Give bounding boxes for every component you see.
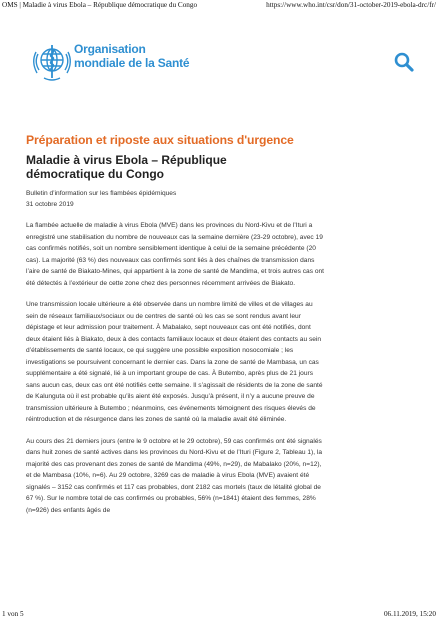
article [26,133,422,516]
logo-line-1: Organisation [74,42,146,56]
logo-text [74,42,189,70]
paragraph [26,299,326,426]
print-header-url: https://www.who.int/csr/don/31-october-2019-ebola-drc/fr/ [266,1,436,9]
site-header [30,38,418,90]
paragraph-text: Au cours des 21 derniers jours (entre le 9 octobre et le 29 octobre), 59 cas confirmés ont été signalés dans huit zones de santé actives dans les provinces du Nord-Kivu et de l’Ituri (Figure 2, Tableau 1), la majorité des cas provenant des zones de santé de Mandima (49%, n=29), de Mabalako (20%, n=12), et de Mambasa (10%, n=6). Au 29 octobre, 3269 cas de maladie à virus Ebola (MVE) avaient été signalés – 3152 cas confirmés et 117 cas probables, dont 2182 cas mortels (taux de létalité global de 67 %). Sur le nombre total de cas confirmés ou probables, 56% (n=1841) étaient des femmes, 28% (n=926) des enfants âgés de [26,437,323,514]
publication-date: 31 octobre 2019 [26,201,74,208]
paragraph [26,220,326,289]
page-title: Maladie à virus Ebola – République démocratique du Congo [26,153,227,181]
article-meta [26,188,422,210]
page-number: 1 von 5 [2,610,24,618]
search-button[interactable] [393,51,415,73]
print-timestamp: 06.11.2019, 15:20 [383,610,436,618]
print-header-title: OMS | Maladie à virus Ebola – République démocratique du Congo [2,1,198,9]
bulletin-label: Bulletin d’information sur les flambées épidémiques [26,190,177,197]
who-emblem-icon [30,40,74,84]
paragraph-text: La flambée actuelle de maladie à virus Ebola (MVE) dans les provinces du Nord-Kivu et de l’Ituri a enregistré une stabilisation du nombre de nouveaux cas la semaine dernière (23-29 octobre), avec 19 cas confirmés notifiés, soit un nombre sensiblement identique à celui de la semaine précédente (20 cas). La majorité (63 %) des nouveaux cas confirmés sont liés à des chaînes de transmission dans l’aire de santé de Biakato-Mines, qui appartient à la zone de santé de Mandima, et trois autres cas ont été détectés à l’extérieur de cette zone chez des personnes récemment arrivées de Biakato. [26,222,324,287]
paragraph-text: Une transmission locale ultérieure a été observée dans un nombre limité de villes et de villages au sein de réseaux familiaux/sociaux ou de centres de santé où les cas se sont rendus avant leur dépistage et leur admission pour traitement. À Mabalako, sept nouveaux cas ont été notifiés, dont deux étaient liés à Biakato, deux à des contacts familiaux locaux et deux étaient des contacts au sein d’établissements de santé locaux, ce qui suggère une possible exposition nosocomiale ; les investigations se poursuivent concernant le dernier cas. Dans la zone de santé de Mambasa, un cas supplémentaire a été signalé, lié à un important groupe de cas. À Butembo, après plus de 21 jours sans aucun cas, deux cas ont été notifiés cette semaine. Il s’agissait de résidents de la zone de santé de Kalunguta où il est probable qu’ils aient été exposés. Jusqu’à présent, il n’y a aucune preuve de transmission ultérieure à Butembo ; néanmoins, ces événements témoignent des risques élevés de réintroduction et de résurgence dans les zones de santé où la maladie avait été éliminée. [26,301,323,423]
who-logo[interactable] [30,38,210,90]
print-header [0,0,438,12]
search-icon [393,51,415,73]
print-footer [0,608,438,620]
section-title-link[interactable]: Préparation et riposte aux situations d'urgence [26,133,294,147]
paragraph [26,436,326,517]
logo-line-2: mondiale de la Santé [74,56,190,70]
